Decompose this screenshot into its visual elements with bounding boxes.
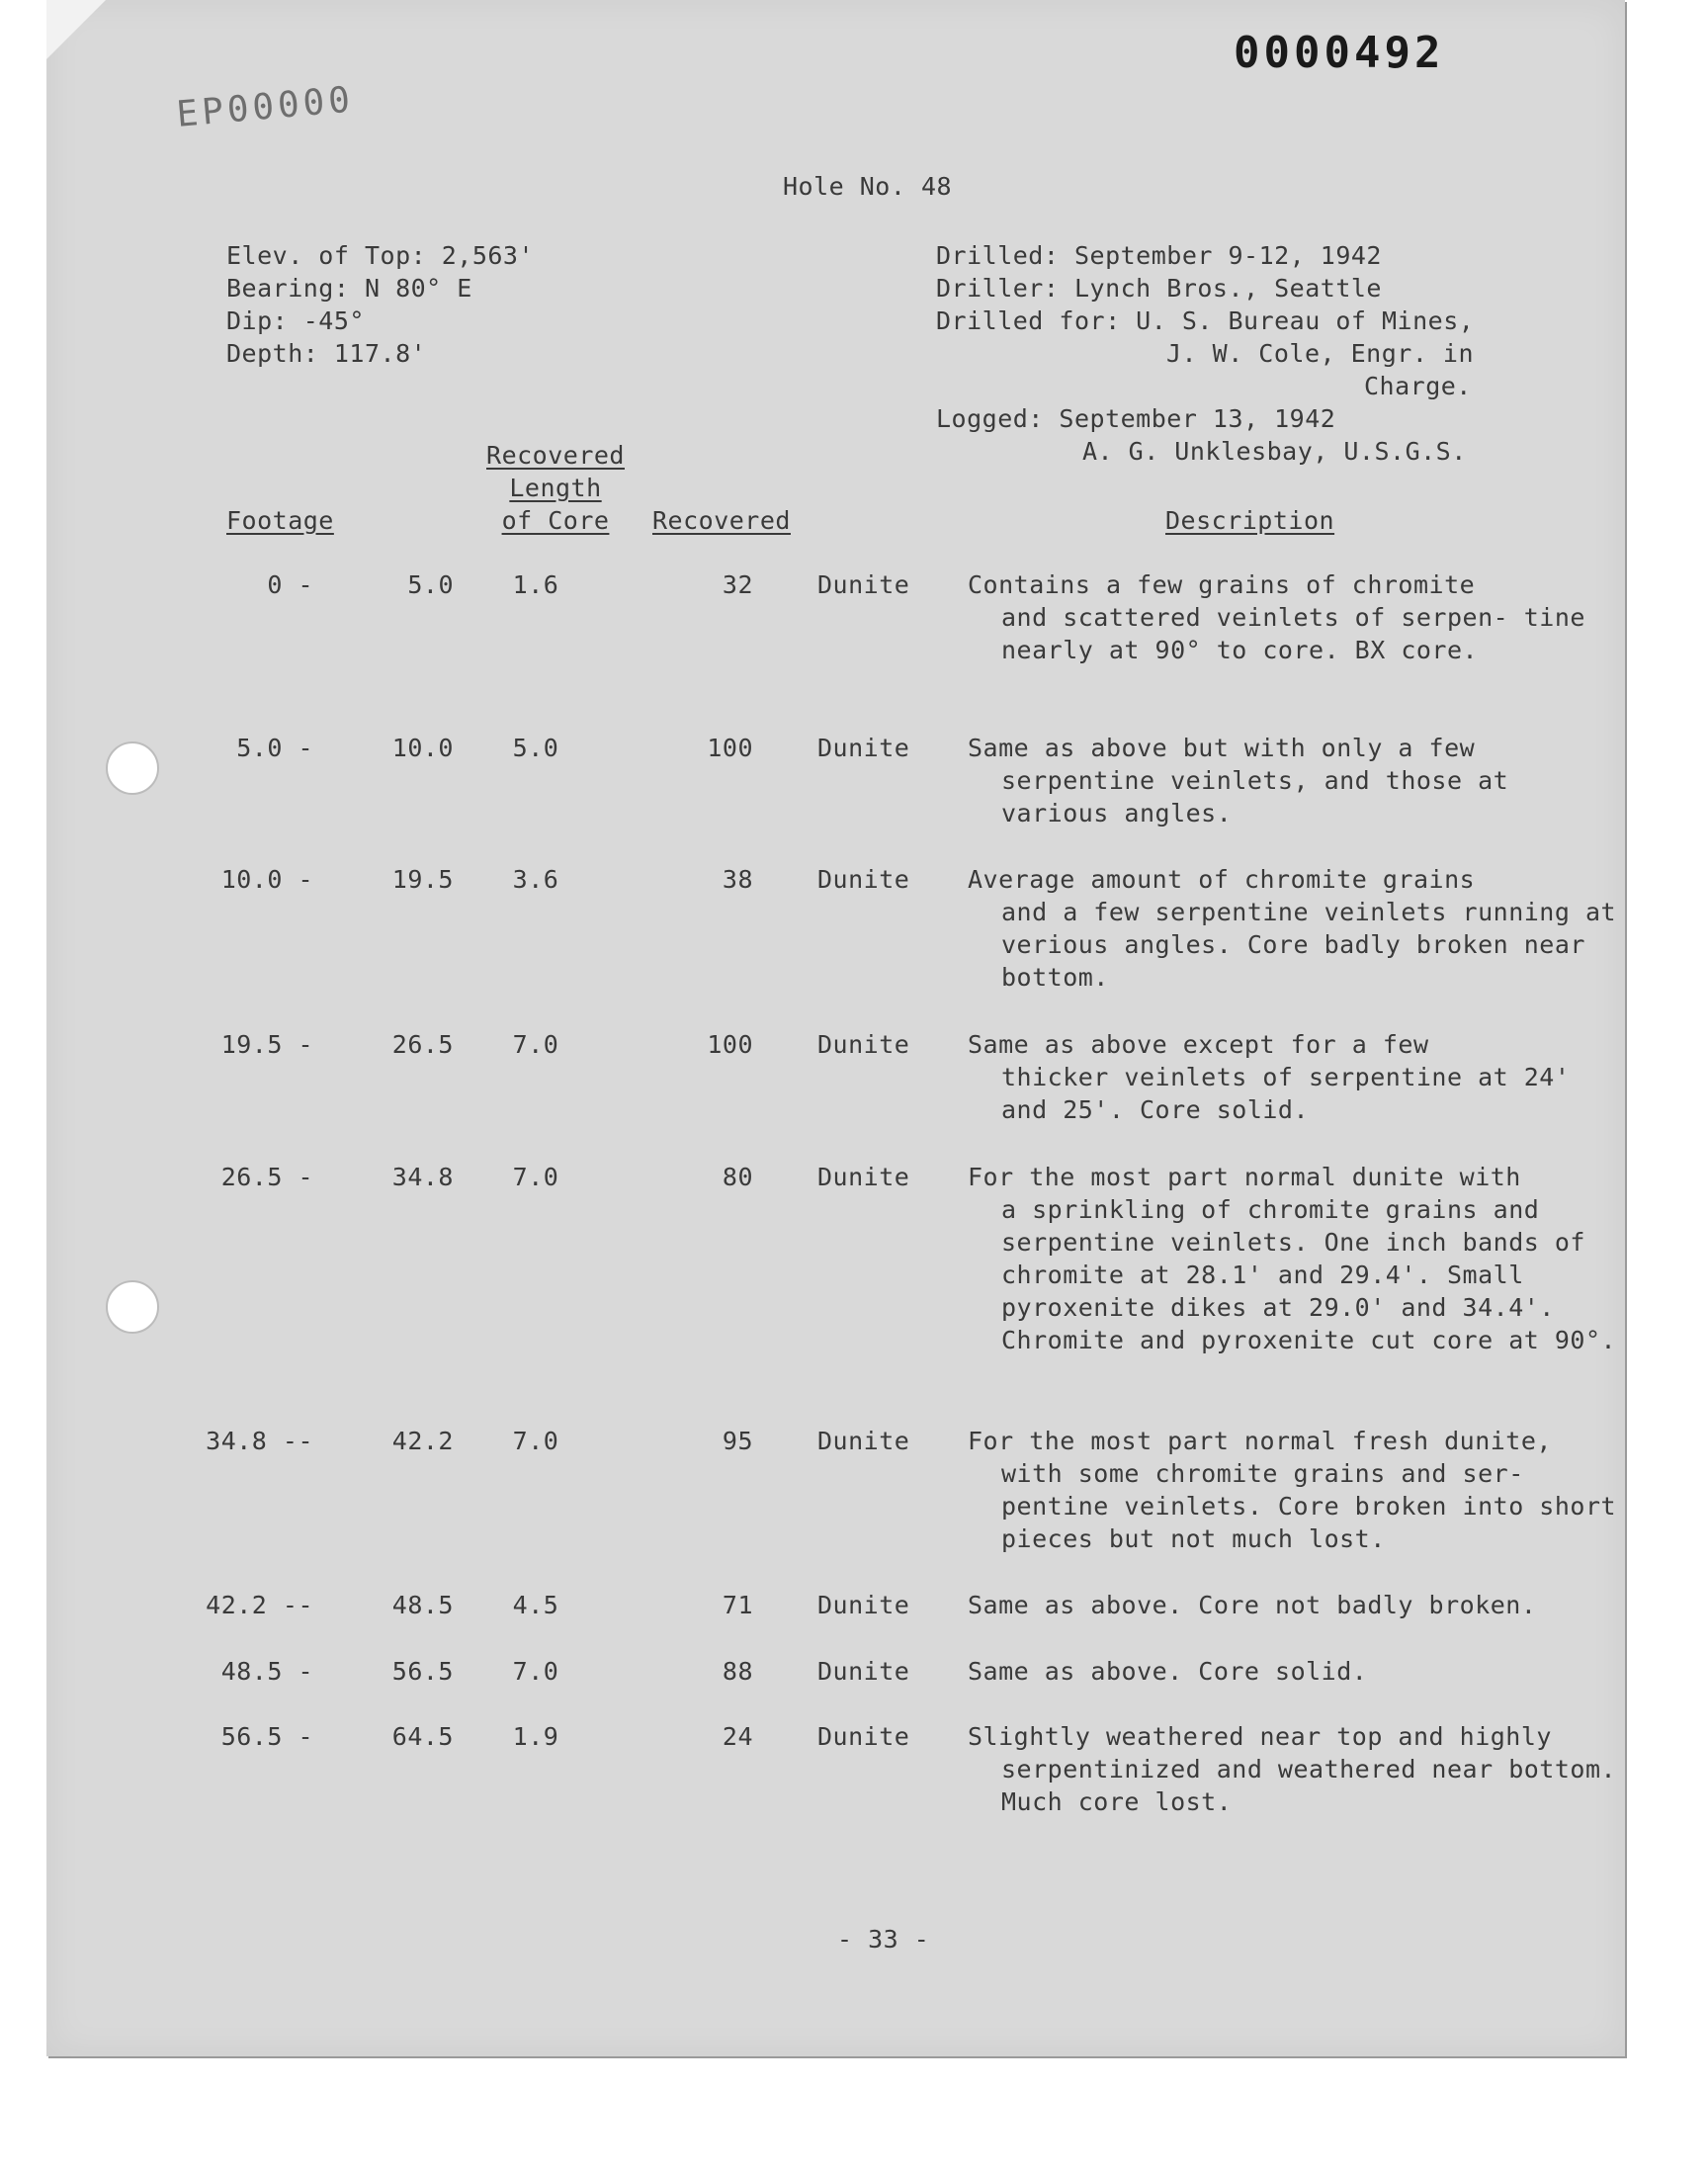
drilled-for-line: Drilled for: U. S. Bureau of Mines, — [936, 306, 1475, 335]
elevation-line: Elev. of Top: 2,563' — [226, 241, 535, 270]
core-length: 7.0 — [512, 1657, 559, 1686]
page-title: Hole No. 48 — [783, 172, 953, 201]
recovered-percent: 38 — [722, 865, 753, 894]
description-first-line: Slightly weathered near top and highly — [968, 1722, 1552, 1751]
core-length: 4.5 — [512, 1591, 559, 1619]
footage-from: 26.5 - — [220, 1163, 313, 1191]
hole-metadata-left — [226, 239, 534, 370]
description-continuation: thicker veinlets of serpentine at 24' and 25'. Core solid. — [1001, 1063, 1571, 1124]
footage-from: 10.0 - — [220, 865, 313, 894]
footage-from: 0 - — [267, 570, 313, 599]
description-first-line: Contains a few grains of chromite — [968, 570, 1476, 599]
hole-metadata-right — [936, 239, 1474, 468]
punch-hole — [106, 1280, 159, 1334]
description-first-line: Average amount of chromite grains — [968, 865, 1476, 894]
recovered-percent: 32 — [722, 570, 753, 599]
core-length: 7.0 — [512, 1030, 559, 1059]
description — [968, 863, 1620, 994]
recovered-length-header-text: Recovered Length of Core — [486, 441, 625, 535]
recovered-header: Recovered — [652, 506, 791, 535]
description — [968, 1720, 1620, 1818]
recovered-percent: 24 — [722, 1722, 753, 1751]
description-continuation: a sprinkling of chromite grains and serpentine veinlets. One inch bands of chromite at 28.1' and 29.4'. Small pyroxenite dikes at 29.0' and 34.4'. Chromite and pyroxenite cut core at 90°. — [1001, 1195, 1617, 1354]
description-continuation: and scattered veinlets of serpen- tine nearly at 90° to core. BX core. — [1001, 603, 1585, 664]
dip-line: Dip: -45° — [226, 306, 365, 335]
document-page — [46, 0, 1625, 2056]
recovered-percent: 100 — [707, 1030, 753, 1059]
drilled-date-line: Drilled: September 9-12, 1942 — [936, 241, 1382, 270]
footage-from: 48.5 - — [220, 1657, 313, 1686]
recovered-percent: 88 — [722, 1657, 753, 1686]
core-length: 1.6 — [512, 570, 559, 599]
rock-type: Dunite — [817, 570, 910, 599]
description — [968, 732, 1620, 829]
core-length: 3.6 — [512, 865, 559, 894]
description — [968, 1161, 1620, 1356]
core-length: 7.0 — [512, 1163, 559, 1191]
footage-to: 56.5 — [391, 1657, 454, 1686]
description-first-line: Same as above except for a few — [968, 1030, 1429, 1059]
recovered-percent: 71 — [722, 1591, 753, 1619]
description-continuation: serpentinized and weathered near bottom. Much core lost. — [1001, 1755, 1617, 1816]
logged-by-line: A. G. Unklesbay, U.S.G.S. — [1082, 437, 1467, 466]
core-length: 5.0 — [512, 734, 559, 762]
archive-stamp: EP00000 — [175, 79, 356, 135]
footage-from: 34.8 -- — [206, 1427, 313, 1455]
recovered-length-header — [457, 439, 654, 537]
description — [968, 1589, 1620, 1621]
footage-to: 42.2 — [391, 1427, 454, 1455]
description — [968, 1655, 1620, 1688]
rock-type: Dunite — [817, 734, 910, 762]
description — [968, 1028, 1620, 1126]
rock-type: Dunite — [817, 1030, 910, 1059]
logged-date-line: Logged: September 13, 1942 — [936, 404, 1336, 433]
core-length: 7.0 — [512, 1427, 559, 1455]
description-first-line: For the most part normal dunite with — [968, 1163, 1521, 1191]
footage-from: 19.5 - — [220, 1030, 313, 1059]
description-header: Description — [1165, 506, 1335, 535]
rock-type: Dunite — [817, 865, 910, 894]
footage-to: 5.0 — [407, 570, 454, 599]
footage-to: 64.5 — [391, 1722, 454, 1751]
rock-type: Dunite — [817, 1163, 910, 1191]
footage-to: 26.5 — [391, 1030, 454, 1059]
recovered-percent: 95 — [722, 1427, 753, 1455]
footage-to: 48.5 — [391, 1591, 454, 1619]
page-corner — [46, 0, 106, 59]
drilled-for-line-3: Charge. — [1364, 372, 1472, 400]
footage-from: 42.2 -- — [206, 1591, 313, 1619]
punch-hole — [106, 741, 159, 795]
rock-type: Dunite — [817, 1657, 910, 1686]
recovered-percent: 100 — [707, 734, 753, 762]
rock-type: Dunite — [817, 1591, 910, 1619]
bearing-line: Bearing: N 80° E — [226, 274, 472, 303]
footage-from: 5.0 - — [236, 734, 313, 762]
description-continuation: serpentine veinlets, and those at various angles. — [1001, 766, 1509, 827]
footage-to: 10.0 — [391, 734, 454, 762]
description-continuation: with some chromite grains and ser- pentine veinlets. Core broken into short pieces but not much lost. — [1001, 1459, 1617, 1553]
footage-from: 56.5 - — [220, 1722, 313, 1751]
description-continuation: and a few serpentine veinlets running at verious angles. Core badly broken near bottom. — [1001, 898, 1617, 992]
core-length: 1.9 — [512, 1722, 559, 1751]
description — [968, 1425, 1620, 1555]
recovered-percent: 80 — [722, 1163, 753, 1191]
driller-line: Driller: Lynch Bros., Seattle — [936, 274, 1382, 303]
description-first-line: Same as above. Core solid. — [968, 1657, 1368, 1686]
document-number-stamp: 0000492 — [1234, 28, 1445, 78]
drilled-for-line-2: J. W. Cole, Engr. in — [1166, 339, 1475, 368]
depth-line: Depth: 117.8' — [226, 339, 427, 368]
description — [968, 568, 1620, 666]
description-first-line: Same as above but with only a few — [968, 734, 1476, 762]
description-first-line: For the most part normal fresh dunite, — [968, 1427, 1552, 1455]
description-first-line: Same as above. Core not badly broken. — [968, 1591, 1537, 1619]
rock-type: Dunite — [817, 1722, 910, 1751]
footage-header: Footage — [226, 506, 334, 535]
footage-to: 19.5 — [391, 865, 454, 894]
page-number: - 33 - — [837, 1925, 930, 1954]
rock-type: Dunite — [817, 1427, 910, 1455]
footage-to: 34.8 — [391, 1163, 454, 1191]
